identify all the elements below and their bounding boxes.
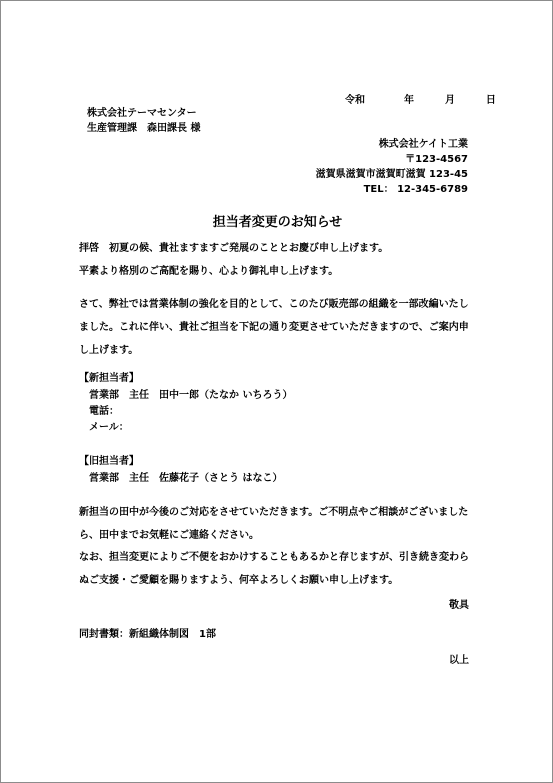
old-contact-heading: 【旧担当者】 [79,456,139,467]
sender-address: 滋賀県滋賀市滋賀町滋賀 123-45 [315,169,468,180]
greeting-line-1: 拝啓 初夏の候、貴社ますますご発展のこととお慶び申し上げます。 [79,243,389,254]
end-ijou: 以上 [449,655,469,666]
sender-block [316,140,468,200]
closing-keigu: 敬具 [449,600,469,611]
old-contact-name: 営業部 主任 佐藤花子（さとう はなこ） [89,473,283,484]
new-contact-name: 営業部 主任 田中一郎（たなか いちろう） [89,390,293,401]
date-era: 令和 [345,95,365,106]
date-day: 日 [485,95,496,106]
recipient-person: 生産管理課 森田課長 様 [87,123,201,134]
recipient-company: 株式会社テーマセンター [87,108,197,119]
sender-tel: TEL： 12-345-6789 [363,184,468,195]
new-contact-phone-label: 電話： [89,406,119,417]
sender-zip: 〒123-4567 [405,154,468,165]
paragraph-3: なお、担当変更によりご不便をおかけすることもあるかと存じますが、引き続き変わらぬご支援・ご愛顧を賜りますよう、何卒よろしくお願い申し上げます。 [79,552,469,586]
paragraph-1: さて、弊社では営業体制の強化を目的として、このたび販売部の組織を一部改編いたしました。これに伴い、貴社ご担当を下記の通り変更させていただきますので、ご案内申し上げます。 [79,299,469,356]
enclosure-line: 同封書類：新組織体制図 1部 [79,629,216,640]
paragraph-2: 新担当の田中が今後のご対応をさせていただきます。ご不明点やご相談がございましたら、田中までお気軽にご連絡ください。 [79,507,469,541]
date-line [345,96,496,106]
document-title: 担当者変更のお知らせ [212,215,343,230]
sender-company: 株式会社ケイト工業 [378,139,468,150]
greeting-block [79,237,477,283]
recipient-block [87,109,200,139]
new-contact-email-label: メール： [89,422,129,433]
new-contact-heading: 【新担当者】 [79,373,139,384]
date-year: 年 [403,95,414,106]
date-month: 月 [444,95,455,106]
greeting-line-2: 平素より格別のご高配を賜り、心より御礼申し上げます。 [79,266,339,277]
